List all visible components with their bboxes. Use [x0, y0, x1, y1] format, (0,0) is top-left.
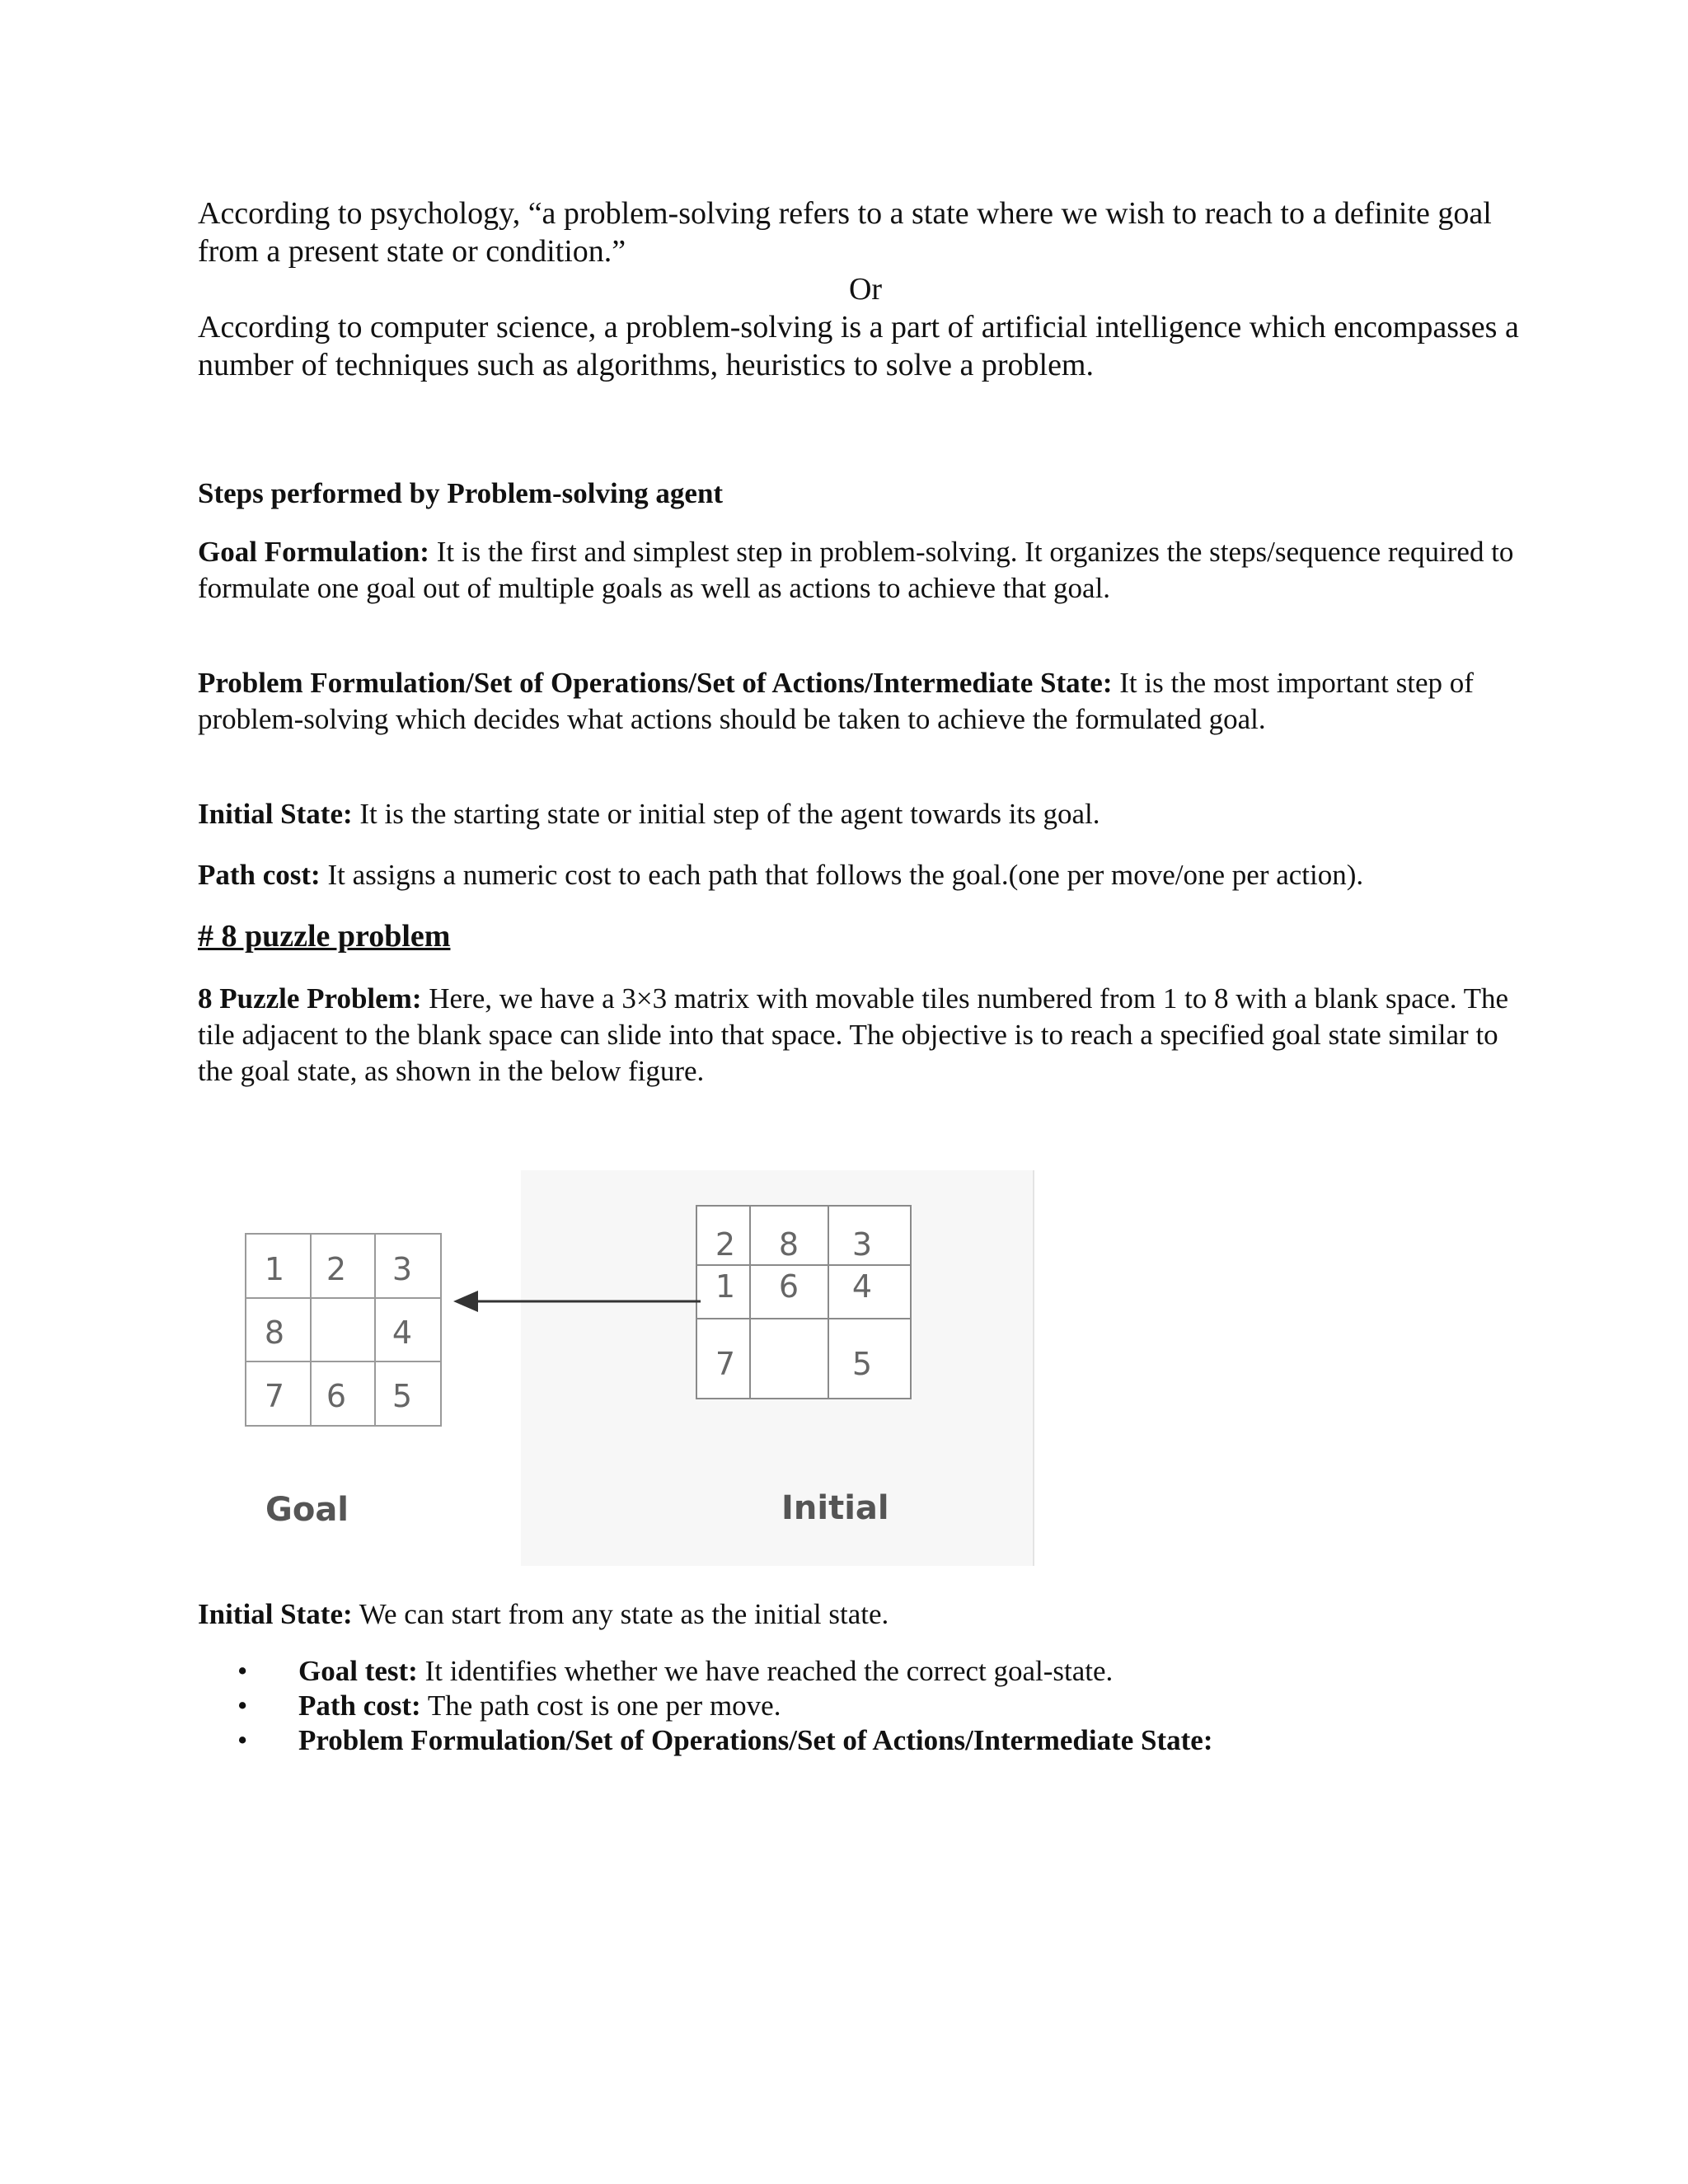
path-cost-bullet-text: The path cost is one per move.: [420, 1690, 781, 1722]
steps-heading: Steps performed by Problem-solving agent: [198, 477, 724, 509]
goal-grid: [246, 1234, 441, 1426]
tile-number: 6: [326, 1378, 347, 1414]
initial-state-term: Initial State:: [198, 798, 353, 830]
goal-label: Goal: [265, 1491, 349, 1529]
problem-formulation-text: It is the most important step of problem-solving which decides what actions should be taken to achieve the formulated goal.: [198, 667, 1474, 735]
path-cost-term: Path cost:: [198, 859, 321, 891]
bullet-icon: •: [237, 1655, 248, 1687]
tile-number: 6: [778, 1268, 799, 1305]
intro-cs-paragraph: According to computer science, a problem-solving is a part of artificial intelligence which encompasses a number of techniques such as algorithms, heuristics to solve a problem.: [198, 310, 1519, 382]
problem-formulation-bullet-term: Problem Formulation/Set of Operations/Set of Actions/Intermediate State:: [298, 1724, 1213, 1756]
initial-label: Initial: [781, 1489, 889, 1527]
bullet-icon: •: [237, 1724, 248, 1756]
puzzle-text: Here, we have a 3×3 matrix with movable tiles numbered from 1 to 8 with a blank space. The tile adjacent to the blank space can slide into that space. The objective is to reach a specified goal state similar to the goal state, as shown in the below figure.: [198, 982, 1509, 1087]
puzzle-heading: # 8 puzzle problem: [198, 919, 451, 954]
tile-number: 4: [851, 1268, 873, 1305]
tile-number: 7: [264, 1378, 285, 1414]
arrow-left-icon: [453, 1291, 478, 1312]
tile-number: 2: [326, 1251, 347, 1287]
initial-grid: [696, 1206, 911, 1399]
puzzle-term: 8 Puzzle Problem:: [198, 982, 422, 1015]
tile-number: 7: [715, 1346, 736, 1382]
goal-test-term: Goal test:: [298, 1655, 418, 1687]
goal-formulation-term: Goal Formulation:: [198, 536, 429, 568]
or-separator: Or: [848, 272, 883, 307]
tile-number: 5: [392, 1378, 413, 1414]
initial-state-any-text: We can start from any state as the initial state.: [352, 1598, 889, 1630]
tile-number: 1: [715, 1268, 736, 1305]
goal-test-text: It identifies whether we have reached the correct goal-state.: [417, 1655, 1114, 1687]
tile-number: 3: [392, 1251, 413, 1287]
tile-number: 4: [392, 1315, 413, 1351]
tile-number: 8: [778, 1226, 799, 1263]
tile-number: 3: [851, 1226, 873, 1263]
path-cost-text: It assigns a numeric cost to each path that follows the goal.(one per move/one per action).: [320, 859, 1364, 891]
tile-number: 5: [851, 1346, 873, 1382]
goal-formulation-text: It is the first and simplest step in problem-solving. It organizes the steps/sequence required to formulate one goal out of multiple goals as well as actions to achieve that goal.: [198, 536, 1514, 604]
initial-state-text: It is the starting state or initial step of the agent towards its goal.: [352, 798, 1100, 830]
tile-number: 8: [264, 1315, 285, 1351]
problem-formulation-term: Problem Formulation/Set of Operations/Set of Actions/Intermediate State:: [198, 667, 1113, 699]
bullet-icon: •: [237, 1690, 248, 1722]
path-cost-bullet-term: Path cost:: [298, 1690, 421, 1722]
initial-state-any-term: Initial State:: [198, 1598, 353, 1630]
tile-number: 2: [715, 1226, 736, 1263]
tile-number: 1: [264, 1251, 285, 1287]
intro-psychology-paragraph: According to psychology, “a problem-solving refers to a state where we wish to reach to a definite goal from a present state or condition.”: [198, 196, 1492, 269]
